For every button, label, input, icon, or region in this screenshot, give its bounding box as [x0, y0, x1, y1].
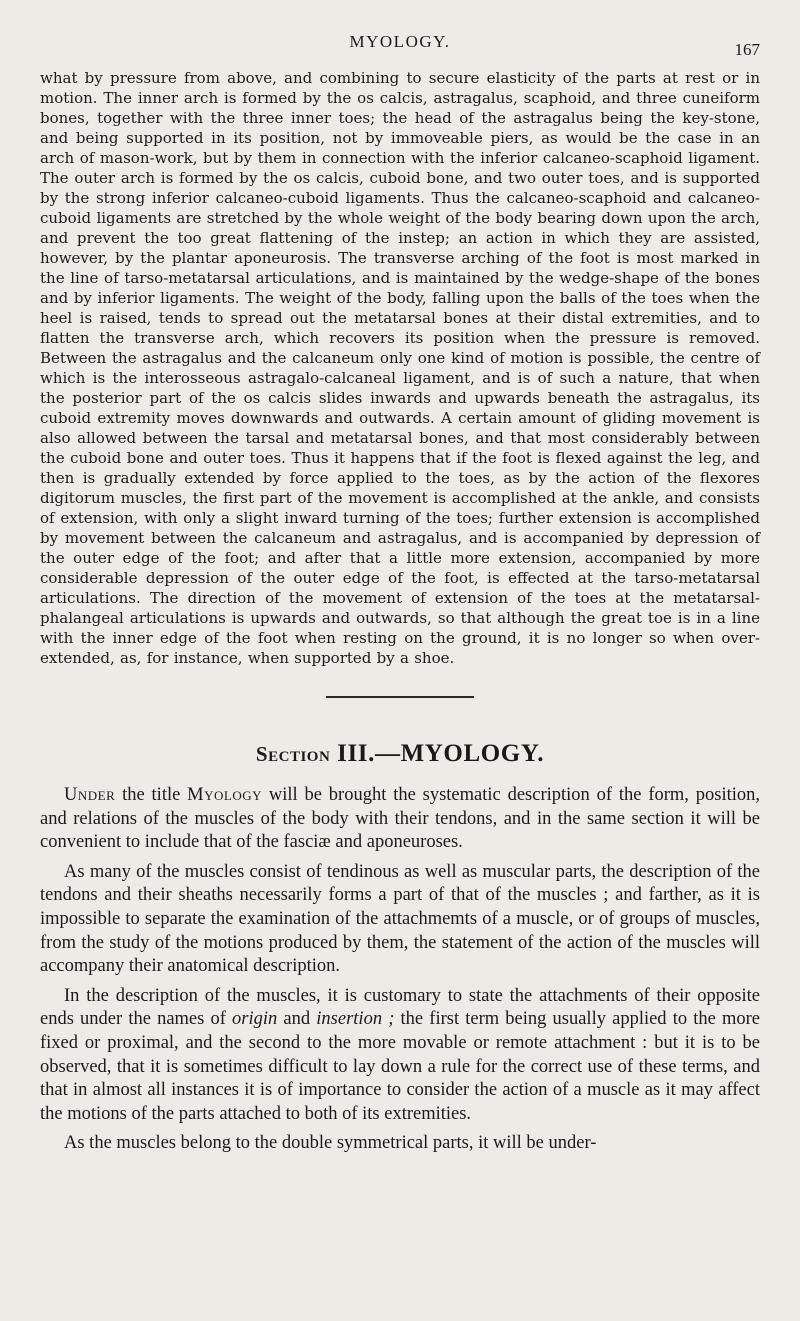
- section-label: Section: [255, 742, 331, 766]
- myology-term: Myology: [187, 785, 263, 805]
- running-title: MYOLOGY.: [349, 32, 451, 51]
- origin-term: origin: [232, 1009, 278, 1030]
- page-number: 167: [734, 40, 760, 59]
- section-title: III.—MYOLOGY.: [337, 740, 545, 767]
- paragraph-1-text-b: will be brought the systematic description of the form, position, and relations of the muscles of the body with their tendons, and in the same section it will be convenient to include that of the fasciæ and aponeuroses.: [40, 785, 761, 853]
- paragraph-3-text-b: the first term being usually applied to the more fixed or proximal, and the second to the more movable or remote attachment : but it is to be observed, that it is sometimes difficult to lay down a rule for the correct use of these terms, and that in almost all instances it is of importance to consider the action of a muscle as it may affect the motions of the parts attached to both of its extremities.: [40, 1009, 760, 1124]
- body-paragraph-2: As many of the muscles consist of tendinous as well as muscular parts, the description of the tendons and their sheaths necessarily forms a part of that of the muscles ; and farther, as it is impossible to separate the examination of the attachmemts of a muscle, or of groups of muscles, from the study of the motions produced by them, the statement of the action of the muscles will accompany their anatomical description.: [40, 861, 760, 977]
- section-heading: [40, 740, 760, 768]
- paragraph-1-text-a: the title: [115, 785, 188, 805]
- preceding-paragraph: what by pressure from above, and combining to secure elasticity of the parts at rest or in motion. The inner arch is formed by the os calcis, astragalus, scaphoid, and three cuneiform bones, together with the three inner toes; the head of the astragalus being the key-stone, and being supported in its position, not by immoveable piers, as would be the case in an arch of mason-work, but by them in connection with the inferior calcaneo-scaphoid ligament. The outer arch is formed by the os calcis, cuboid bone, and two outer toes, and is supported by the strong inferior calcaneo-cuboid ligaments. Thus the calcaneo-scaphoid and calcaneo-cuboid ligaments are stretched by the whole weight of the body bearing down upon the arch, and prevent the too great flattening of the instep; an action in which they are assisted, however, by the plantar aponeurosis. The transverse arching of the foot is most marked in the line of tarso-metatarsal articulations, and is maintained by the wedge-shape of the bones and by inferior ligaments. The weight of the body, falling upon the balls of the toes when the heel is raised, tends to spread out the metatarsal bones at their distal extremities, and to flatten the transverse arch, which recovers its position when the pressure is removed. Between the astragalus and the calcaneum only one kind of motion is possible, the centre of which is the interosseous astragalo-calcaneal ligament, and is of such a nature, that when the posterior part of the os calcis slides inwards and upwards beneath the astragalus, its cuboid extremity moves downwards and outwards. A certain amount of gliding movement is also allowed between the tarsal and metatarsal bones, and that most considerably between the cuboid bone and outer toes. Thus it happens that if the foot is flexed against the leg, and then is gradually extended by force applied to the toes, as by the action of the flexores digitorum muscles, the first part of the movement is accomplished at the ankle, and consists of extension, with only a slight inward turning of the toes; further extension is accomplished by movement between the calcaneum and astragalus, and is accompanied by depression of the outer edge of the foot; and after that a little more extension, accompanied by more considerable depression of the outer edge of the foot, is effected at the tarso-metatarsal articulations. The direction of the movement of extension of the toes at the metatarsal-phalangeal articulations is upwards and outwards, so that although the great toe is in a line with the inner edge of the foot when resting on the ground, it is no longer so when over-extended, as, for instance, when supported by a shoe.: [40, 69, 760, 667]
- preceding-text-block: [40, 68, 760, 668]
- section-divider-rule: [326, 696, 474, 698]
- paragraph-3-and: and: [277, 1009, 317, 1030]
- body-paragraph-4: As the muscles belong to the double symmetrical parts, it will be under-: [64, 1133, 597, 1154]
- insertion-term: insertion ;: [316, 1009, 395, 1030]
- running-header: [40, 30, 760, 60]
- body-paragraph-3: [40, 985, 760, 1127]
- body-paragraph-1: [40, 784, 760, 855]
- lead-word: Under: [64, 785, 116, 805]
- section-body: [40, 784, 760, 1156]
- paragraph-3-text-a: In the description of the muscles, it is customary to state the attachments of their opposite ends under the names of: [40, 985, 760, 1030]
